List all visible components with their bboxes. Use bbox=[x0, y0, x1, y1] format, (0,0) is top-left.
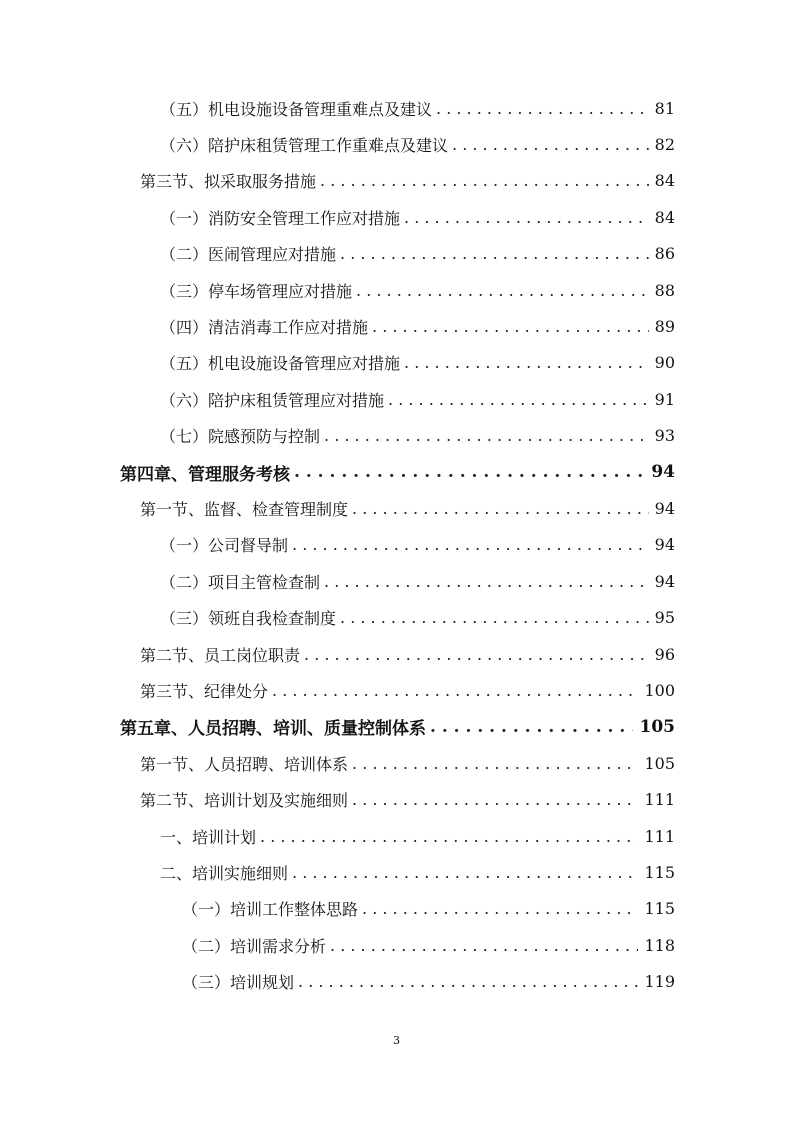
toc-dot-leader bbox=[260, 827, 638, 846]
toc-dot-leader bbox=[340, 608, 649, 627]
toc-entry[interactable] bbox=[0, 927, 793, 963]
toc-entry[interactable] bbox=[0, 381, 793, 417]
toc-dot-leader bbox=[324, 572, 649, 591]
toc-entry-label: （六）陪护床租赁管理工作重难点及建议 bbox=[160, 136, 449, 156]
toc-entry-label: 第一节、人员招聘、培训体系 bbox=[140, 754, 349, 774]
toc-entry[interactable] bbox=[0, 891, 793, 927]
toc-dot-leader bbox=[324, 426, 649, 445]
toc-entry[interactable] bbox=[0, 854, 793, 890]
toc-dot-leader bbox=[294, 462, 645, 482]
toc-entry[interactable] bbox=[0, 308, 793, 344]
toc-entry-label: 一、培训计划 bbox=[160, 827, 257, 847]
toc-entry[interactable] bbox=[0, 490, 793, 526]
toc-entry-label: （三）停车场管理应对措施 bbox=[160, 281, 353, 301]
toc-dot-leader bbox=[320, 171, 649, 190]
toc-entry-label: （五）机电设施设备管理应对措施 bbox=[160, 354, 401, 374]
toc-dot-leader bbox=[340, 244, 649, 263]
table-of-contents bbox=[0, 90, 793, 1000]
toc-entry-page: 111 bbox=[644, 826, 675, 846]
toc-entry[interactable] bbox=[0, 236, 793, 272]
toc-entry-label: 第二节、培训计划及实施细则 bbox=[140, 791, 349, 811]
toc-entry-page: 91 bbox=[654, 389, 675, 409]
toc-dot-leader bbox=[330, 936, 638, 955]
toc-entry-page: 118 bbox=[644, 935, 675, 955]
toc-entry-page: 86 bbox=[654, 244, 675, 264]
page-number: 3 bbox=[393, 1034, 400, 1047]
toc-entry-label: 第二节、员工岗位职责 bbox=[140, 645, 301, 665]
toc-chapter-entry[interactable] bbox=[0, 709, 793, 745]
toc-dot-leader bbox=[356, 281, 649, 300]
toc-entry-label: （二）培训需求分析 bbox=[182, 936, 327, 956]
toc-entry-label: （三）培训规划 bbox=[182, 973, 295, 993]
toc-chapter-entry[interactable] bbox=[0, 454, 793, 490]
toc-entry-page: 94 bbox=[654, 498, 675, 518]
toc-entry-label: （七）院感预防与控制 bbox=[160, 427, 321, 447]
toc-entry[interactable] bbox=[0, 126, 793, 162]
toc-entry-label: （三）领班自我检查制度 bbox=[160, 609, 337, 629]
toc-entry-page: 105 bbox=[644, 753, 675, 773]
toc-entry[interactable] bbox=[0, 745, 793, 781]
toc-dot-leader bbox=[372, 317, 649, 336]
toc-entry[interactable] bbox=[0, 527, 793, 563]
toc-entry-label: （四）清洁消毒工作应对措施 bbox=[160, 318, 369, 338]
toc-entry-page: 82 bbox=[654, 135, 675, 155]
toc-entry-page: 100 bbox=[644, 680, 675, 700]
toc-dot-leader bbox=[272, 681, 638, 700]
toc-entry-page: 84 bbox=[654, 171, 675, 191]
toc-entry[interactable] bbox=[0, 199, 793, 235]
toc-dot-leader bbox=[292, 863, 638, 882]
toc-entry-page: 94 bbox=[651, 462, 675, 483]
toc-entry-label: （一）消防安全管理工作应对措施 bbox=[160, 208, 401, 228]
toc-entry-label: 第五章、人员招聘、培训、质量控制体系 bbox=[120, 719, 426, 740]
toc-dot-leader bbox=[452, 135, 649, 154]
toc-entry[interactable] bbox=[0, 163, 793, 199]
toc-entry-page: 94 bbox=[654, 535, 675, 555]
toc-entry-page: 96 bbox=[654, 644, 675, 664]
toc-dot-leader bbox=[404, 353, 649, 372]
toc-dot-leader bbox=[352, 754, 638, 773]
toc-entry-label: 第四章、管理服务考核 bbox=[120, 464, 290, 485]
toc-entry-page: 94 bbox=[654, 571, 675, 591]
toc-dot-leader bbox=[430, 717, 633, 737]
toc-dot-leader bbox=[352, 499, 649, 518]
toc-entry-page: 115 bbox=[644, 862, 675, 882]
toc-entry[interactable] bbox=[0, 963, 793, 999]
toc-dot-leader bbox=[436, 99, 649, 118]
toc-entry-label: （二）医闹管理应对措施 bbox=[160, 245, 337, 265]
toc-entry-page: 119 bbox=[644, 972, 675, 992]
toc-entry[interactable] bbox=[0, 599, 793, 635]
toc-entry-label: 第一节、监督、检查管理制度 bbox=[140, 499, 349, 519]
toc-entry[interactable] bbox=[0, 90, 793, 126]
toc-dot-leader bbox=[352, 790, 638, 809]
toc-entry-page: 111 bbox=[644, 790, 675, 810]
toc-entry-page: 88 bbox=[654, 280, 675, 300]
toc-entry-label: （五）机电设施设备管理重难点及建议 bbox=[160, 99, 433, 119]
toc-entry[interactable] bbox=[0, 563, 793, 599]
toc-entry[interactable] bbox=[0, 818, 793, 854]
toc-dot-leader bbox=[298, 972, 638, 991]
toc-dot-leader bbox=[304, 645, 649, 664]
toc-entry-label: 第三节、纪律处分 bbox=[140, 681, 269, 701]
toc-entry-label: 第三节、拟采取服务措施 bbox=[140, 172, 317, 192]
toc-entry[interactable] bbox=[0, 636, 793, 672]
toc-entry-label: （一）培训工作整体思路 bbox=[182, 900, 359, 920]
toc-entry[interactable] bbox=[0, 418, 793, 454]
toc-dot-leader bbox=[362, 899, 638, 918]
toc-dot-leader bbox=[388, 390, 649, 409]
toc-entry-label: 二、培训实施细则 bbox=[160, 863, 289, 883]
toc-entry[interactable] bbox=[0, 345, 793, 381]
toc-entry-page: 84 bbox=[654, 207, 675, 227]
toc-entry[interactable] bbox=[0, 781, 793, 817]
toc-entry-page: 81 bbox=[654, 98, 675, 118]
toc-dot-leader bbox=[292, 535, 649, 554]
toc-entry-page: 93 bbox=[654, 426, 675, 446]
toc-entry-page: 105 bbox=[639, 716, 675, 737]
toc-entry-label: （六）陪护床租赁管理应对措施 bbox=[160, 390, 385, 410]
toc-entry[interactable] bbox=[0, 272, 793, 308]
toc-entry-page: 90 bbox=[654, 353, 675, 373]
toc-entry-page: 95 bbox=[654, 608, 675, 628]
toc-entry-page: 115 bbox=[644, 899, 675, 919]
toc-dot-leader bbox=[404, 208, 649, 227]
toc-entry-label: （二）项目主管检查制 bbox=[160, 572, 321, 592]
toc-entry[interactable] bbox=[0, 672, 793, 708]
toc-entry-page: 89 bbox=[654, 317, 675, 337]
toc-entry-label: （一）公司督导制 bbox=[160, 536, 289, 556]
